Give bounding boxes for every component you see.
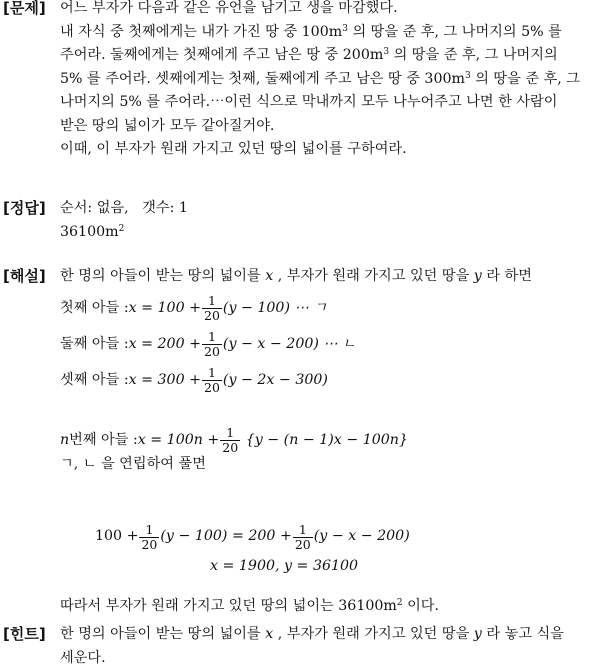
fraction: $\frac{1}{20}$ [202, 330, 222, 359]
fraction: $\frac{1}{20}$ [139, 523, 159, 552]
solution-tag: [해설] [3, 265, 46, 289]
problem-line-6: 받은 땅의 넓이가 모두 같아질거야. [60, 115, 590, 139]
combine-text: ㄱ, ㄴ 을 연립하여 풀면 [60, 453, 590, 477]
fraction: $\frac{1}{20}$ [202, 294, 222, 323]
answer-tag: [정답] [3, 197, 46, 221]
answer-count: 갯수: 1 [142, 200, 188, 216]
answer-value: $36100m^2$ [60, 221, 590, 245]
combined-equation: 100 + $\frac{1}{20}$ (y − 100) = 200 + $\frac{1}{20}$ (y − x − 200) [60, 517, 590, 557]
unit-superscript: 3 [465, 71, 471, 81]
fraction: $\frac{1}{20}$ [202, 366, 222, 395]
unit-superscript: 3 [383, 47, 389, 57]
equation-second-son: 둘째 아들 : x = 200 + $\frac{1}{20}$ (y − x − 200) ⋯ ㄴ [60, 325, 590, 365]
problem-line-1: 어느 부자가 다음과 같은 유언을 남기고 생을 마감했다. [60, 0, 590, 21]
problem-content [60, 0, 590, 162]
solution-conclusion: 따라서 부자가 원래 가지고 있던 땅의 넓이는 $36100m^2$ 이다. [60, 595, 590, 619]
answer-meta [60, 197, 590, 221]
hint-content [60, 623, 590, 670]
hint-line-1: 한 명의 아들이 받는 땅의 넓이를 x , 부자가 원래 가지고 있던 땅을 y 라 놓고 식을 [60, 623, 590, 647]
problem-line-2: 내 자식 중 첫째에게는 내가 가진 땅 중 $100m^3$ 의 땅을 준 후, 그 나머지의 5% 를 [60, 21, 590, 45]
problem-line-7: 이때, 이 부자가 원래 가지고 있던 땅의 넓이를 구하여라. [60, 138, 590, 162]
unit-superscript: 3 [342, 24, 348, 34]
hint-line-2: 세운다. [60, 647, 590, 670]
answer-order: 순서: 없음, [60, 200, 129, 216]
hint-tag: [힌트] [3, 623, 46, 647]
problem-line-3: 주어라. 둘째에게는 첫째에게 주고 남은 땅 중 $200m^3$ 의 땅을 준 후, 그 나머지의 [60, 44, 590, 68]
problem-line-5: 나머지의 5% 를 주어라.⋯이런 식으로 막내까지 모두 나누어주고 나면 한 사람이 [60, 91, 590, 115]
equation-third-son: 셋째 아들 : x = 300 + $\frac{1}{20}$ (y − 2x − 300) [60, 361, 590, 401]
fraction: $\frac{1}{20}$ [220, 426, 240, 455]
problem-tag: [문제] [3, 0, 46, 21]
fraction: $\frac{1}{20}$ [293, 523, 313, 552]
problem-line-4: 5% 를 주어라. 셋째에게는 첫째, 둘째에게 주고 남은 땅 중 $300m^3$ 의 땅을 준 후, 그 [60, 68, 590, 92]
solution-content [60, 265, 590, 618]
answer-content [60, 197, 590, 244]
solution-intro: 한 명의 아들이 받는 땅의 넓이를 x , 부자가 원래 가지고 있던 땅을 y 라 하면 [60, 265, 590, 289]
solution-result: x = 1900, y = 36100 [60, 555, 590, 579]
equation-nth-son: n 번째 아들 : x = 100n + $\frac{1}{20}$ {y − (n − 1)x − 100n} [60, 421, 590, 461]
equation-first-son: 첫째 아들 : x = 100 + $\frac{1}{20}$ (y − 100) ⋯ ㄱ [60, 289, 590, 329]
